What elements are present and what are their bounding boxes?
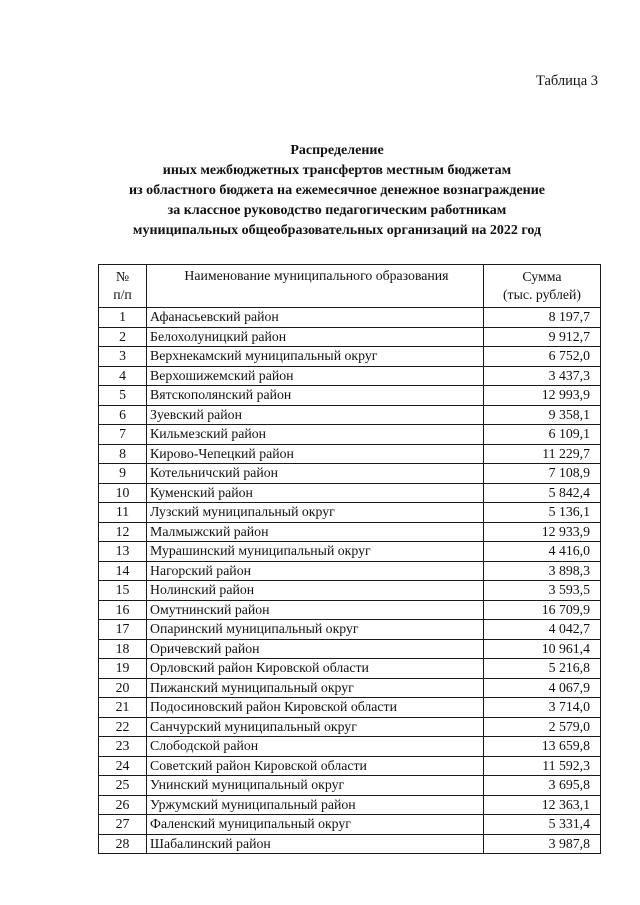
row-name: Слободской район bbox=[147, 737, 484, 757]
row-sum: 3 898,3 bbox=[483, 561, 600, 581]
row-number: 26 bbox=[99, 795, 147, 815]
row-sum: 12 933,9 bbox=[483, 522, 600, 542]
row-sum: 6 109,1 bbox=[483, 425, 600, 445]
row-number: 18 bbox=[99, 639, 147, 659]
row-number: 13 bbox=[99, 542, 147, 562]
row-number: 4 bbox=[99, 366, 147, 386]
table-body bbox=[99, 308, 601, 854]
row-name: Белохолуницкий район bbox=[147, 327, 484, 347]
table-row bbox=[99, 483, 601, 503]
row-number: 28 bbox=[99, 834, 147, 854]
row-name: Оричевский район bbox=[147, 639, 484, 659]
row-sum: 9 912,7 bbox=[483, 327, 600, 347]
row-sum: 10 961,4 bbox=[483, 639, 600, 659]
row-name: Опаринский муниципальный округ bbox=[147, 620, 484, 640]
row-sum: 3 714,0 bbox=[483, 698, 600, 718]
row-name: Вятскополянский район bbox=[147, 386, 484, 406]
table-row bbox=[99, 639, 601, 659]
row-sum: 16 709,9 bbox=[483, 600, 600, 620]
row-sum: 12 363,1 bbox=[483, 795, 600, 815]
table-row bbox=[99, 678, 601, 698]
table-row bbox=[99, 503, 601, 523]
table-row bbox=[99, 600, 601, 620]
row-sum: 9 358,1 bbox=[483, 405, 600, 425]
header-name: Наименование муниципального образования bbox=[147, 265, 484, 308]
row-sum: 3 437,3 bbox=[483, 366, 600, 386]
row-number: 20 bbox=[99, 678, 147, 698]
row-number: 12 bbox=[99, 522, 147, 542]
row-name: Нагорский район bbox=[147, 561, 484, 581]
table-row bbox=[99, 444, 601, 464]
row-sum: 5 331,4 bbox=[483, 815, 600, 835]
row-sum: 5 842,4 bbox=[483, 483, 600, 503]
header-number-line1: № bbox=[115, 269, 130, 284]
table-row bbox=[99, 698, 601, 718]
row-sum: 5 136,1 bbox=[483, 503, 600, 523]
row-sum: 4 416,0 bbox=[483, 542, 600, 562]
table-number-label: Таблица 3 bbox=[535, 73, 598, 89]
header-number-line2: п/п bbox=[113, 287, 132, 302]
row-number: 25 bbox=[99, 776, 147, 796]
table-row bbox=[99, 561, 601, 581]
row-sum: 4 067,9 bbox=[483, 678, 600, 698]
heading-line: иных межбюджетных трансфертов местным бюджетам bbox=[162, 163, 512, 178]
table-row bbox=[99, 425, 601, 445]
row-name: Малмыжский район bbox=[147, 522, 484, 542]
row-number: 22 bbox=[99, 717, 147, 737]
row-sum: 8 197,7 bbox=[483, 308, 600, 328]
table-header-row bbox=[99, 265, 601, 308]
header-sum-line1: Сумма bbox=[522, 269, 562, 284]
row-name: Котельничский район bbox=[147, 464, 484, 484]
row-name: Орловский район Кировской области bbox=[147, 659, 484, 679]
row-name: Нолинский район bbox=[147, 581, 484, 601]
row-number: 8 bbox=[99, 444, 147, 464]
row-number: 23 bbox=[99, 737, 147, 757]
table-row bbox=[99, 386, 601, 406]
table-row bbox=[99, 581, 601, 601]
row-name: Фаленский муниципальный округ bbox=[147, 815, 484, 835]
table-row bbox=[99, 834, 601, 854]
header-number bbox=[99, 265, 147, 308]
table-row bbox=[99, 327, 601, 347]
row-number: 15 bbox=[99, 581, 147, 601]
row-name: Лузский муниципальный округ bbox=[147, 503, 484, 523]
row-name: Шабалинский район bbox=[147, 834, 484, 854]
row-number: 24 bbox=[99, 756, 147, 776]
row-number: 21 bbox=[99, 698, 147, 718]
heading-title: Распределение bbox=[290, 143, 384, 158]
row-name: Пижанский муниципальный округ bbox=[147, 678, 484, 698]
heading-line: за классное руководство педагогическим работникам bbox=[167, 203, 507, 218]
table-row bbox=[99, 717, 601, 737]
row-name: Омутнинский район bbox=[147, 600, 484, 620]
table-row bbox=[99, 737, 601, 757]
row-name: Афанасьевский район bbox=[147, 308, 484, 328]
row-number: 9 bbox=[99, 464, 147, 484]
row-number: 16 bbox=[99, 600, 147, 620]
table-row bbox=[99, 620, 601, 640]
table-row bbox=[99, 756, 601, 776]
table-row bbox=[99, 405, 601, 425]
heading-line: из областного бюджета на ежемесячное денежное вознаграждение bbox=[128, 183, 546, 198]
row-number: 7 bbox=[99, 425, 147, 445]
distribution-table bbox=[98, 264, 601, 854]
row-name: Санчурский муниципальный округ bbox=[147, 717, 484, 737]
row-sum: 7 108,9 bbox=[483, 464, 600, 484]
table-row bbox=[99, 815, 601, 835]
row-name: Мурашинский муниципальный округ bbox=[147, 542, 484, 562]
table-row bbox=[99, 522, 601, 542]
row-name: Верхошижемский район bbox=[147, 366, 484, 386]
table-row bbox=[99, 542, 601, 562]
row-sum: 4 042,7 bbox=[483, 620, 600, 640]
row-sum: 5 216,8 bbox=[483, 659, 600, 679]
row-name: Унинский муниципальный округ bbox=[147, 776, 484, 796]
row-name: Кирово-Чепецкий район bbox=[147, 444, 484, 464]
row-name: Кильмезский район bbox=[147, 425, 484, 445]
row-number: 2 bbox=[99, 327, 147, 347]
row-number: 10 bbox=[99, 483, 147, 503]
row-number: 11 bbox=[99, 503, 147, 523]
table-row bbox=[99, 464, 601, 484]
row-sum: 11 592,3 bbox=[483, 756, 600, 776]
row-name: Подосиновский район Кировской области bbox=[147, 698, 484, 718]
row-sum: 6 752,0 bbox=[483, 347, 600, 367]
row-number: 3 bbox=[99, 347, 147, 367]
row-number: 14 bbox=[99, 561, 147, 581]
row-sum: 3 987,8 bbox=[483, 834, 600, 854]
row-sum: 3 593,5 bbox=[483, 581, 600, 601]
row-sum: 13 659,8 bbox=[483, 737, 600, 757]
table-row bbox=[99, 795, 601, 815]
row-name: Куменский район bbox=[147, 483, 484, 503]
table-row bbox=[99, 659, 601, 679]
row-sum: 3 695,8 bbox=[483, 776, 600, 796]
header-sum bbox=[483, 265, 600, 308]
row-number: 1 bbox=[99, 308, 147, 328]
row-number: 17 bbox=[99, 620, 147, 640]
row-name: Зуевский район bbox=[147, 405, 484, 425]
row-number: 6 bbox=[99, 405, 147, 425]
row-number: 5 bbox=[99, 386, 147, 406]
heading-line: муниципальных общеобразовательных организаций на 2022 год bbox=[132, 223, 542, 238]
row-number: 19 bbox=[99, 659, 147, 679]
row-sum: 12 993,9 bbox=[483, 386, 600, 406]
row-name: Верхнекамский муниципальный округ bbox=[147, 347, 484, 367]
row-name: Уржумский муниципальный район bbox=[147, 795, 484, 815]
row-sum: 2 579,0 bbox=[483, 717, 600, 737]
table-row bbox=[99, 776, 601, 796]
row-number: 27 bbox=[99, 815, 147, 835]
table-row bbox=[99, 308, 601, 328]
table-row bbox=[99, 347, 601, 367]
document-heading bbox=[70, 141, 604, 241]
table-row bbox=[99, 366, 601, 386]
row-name: Советский район Кировской области bbox=[147, 756, 484, 776]
row-sum: 11 229,7 bbox=[483, 444, 600, 464]
header-sum-line2: (тыс. рублей) bbox=[502, 287, 581, 302]
